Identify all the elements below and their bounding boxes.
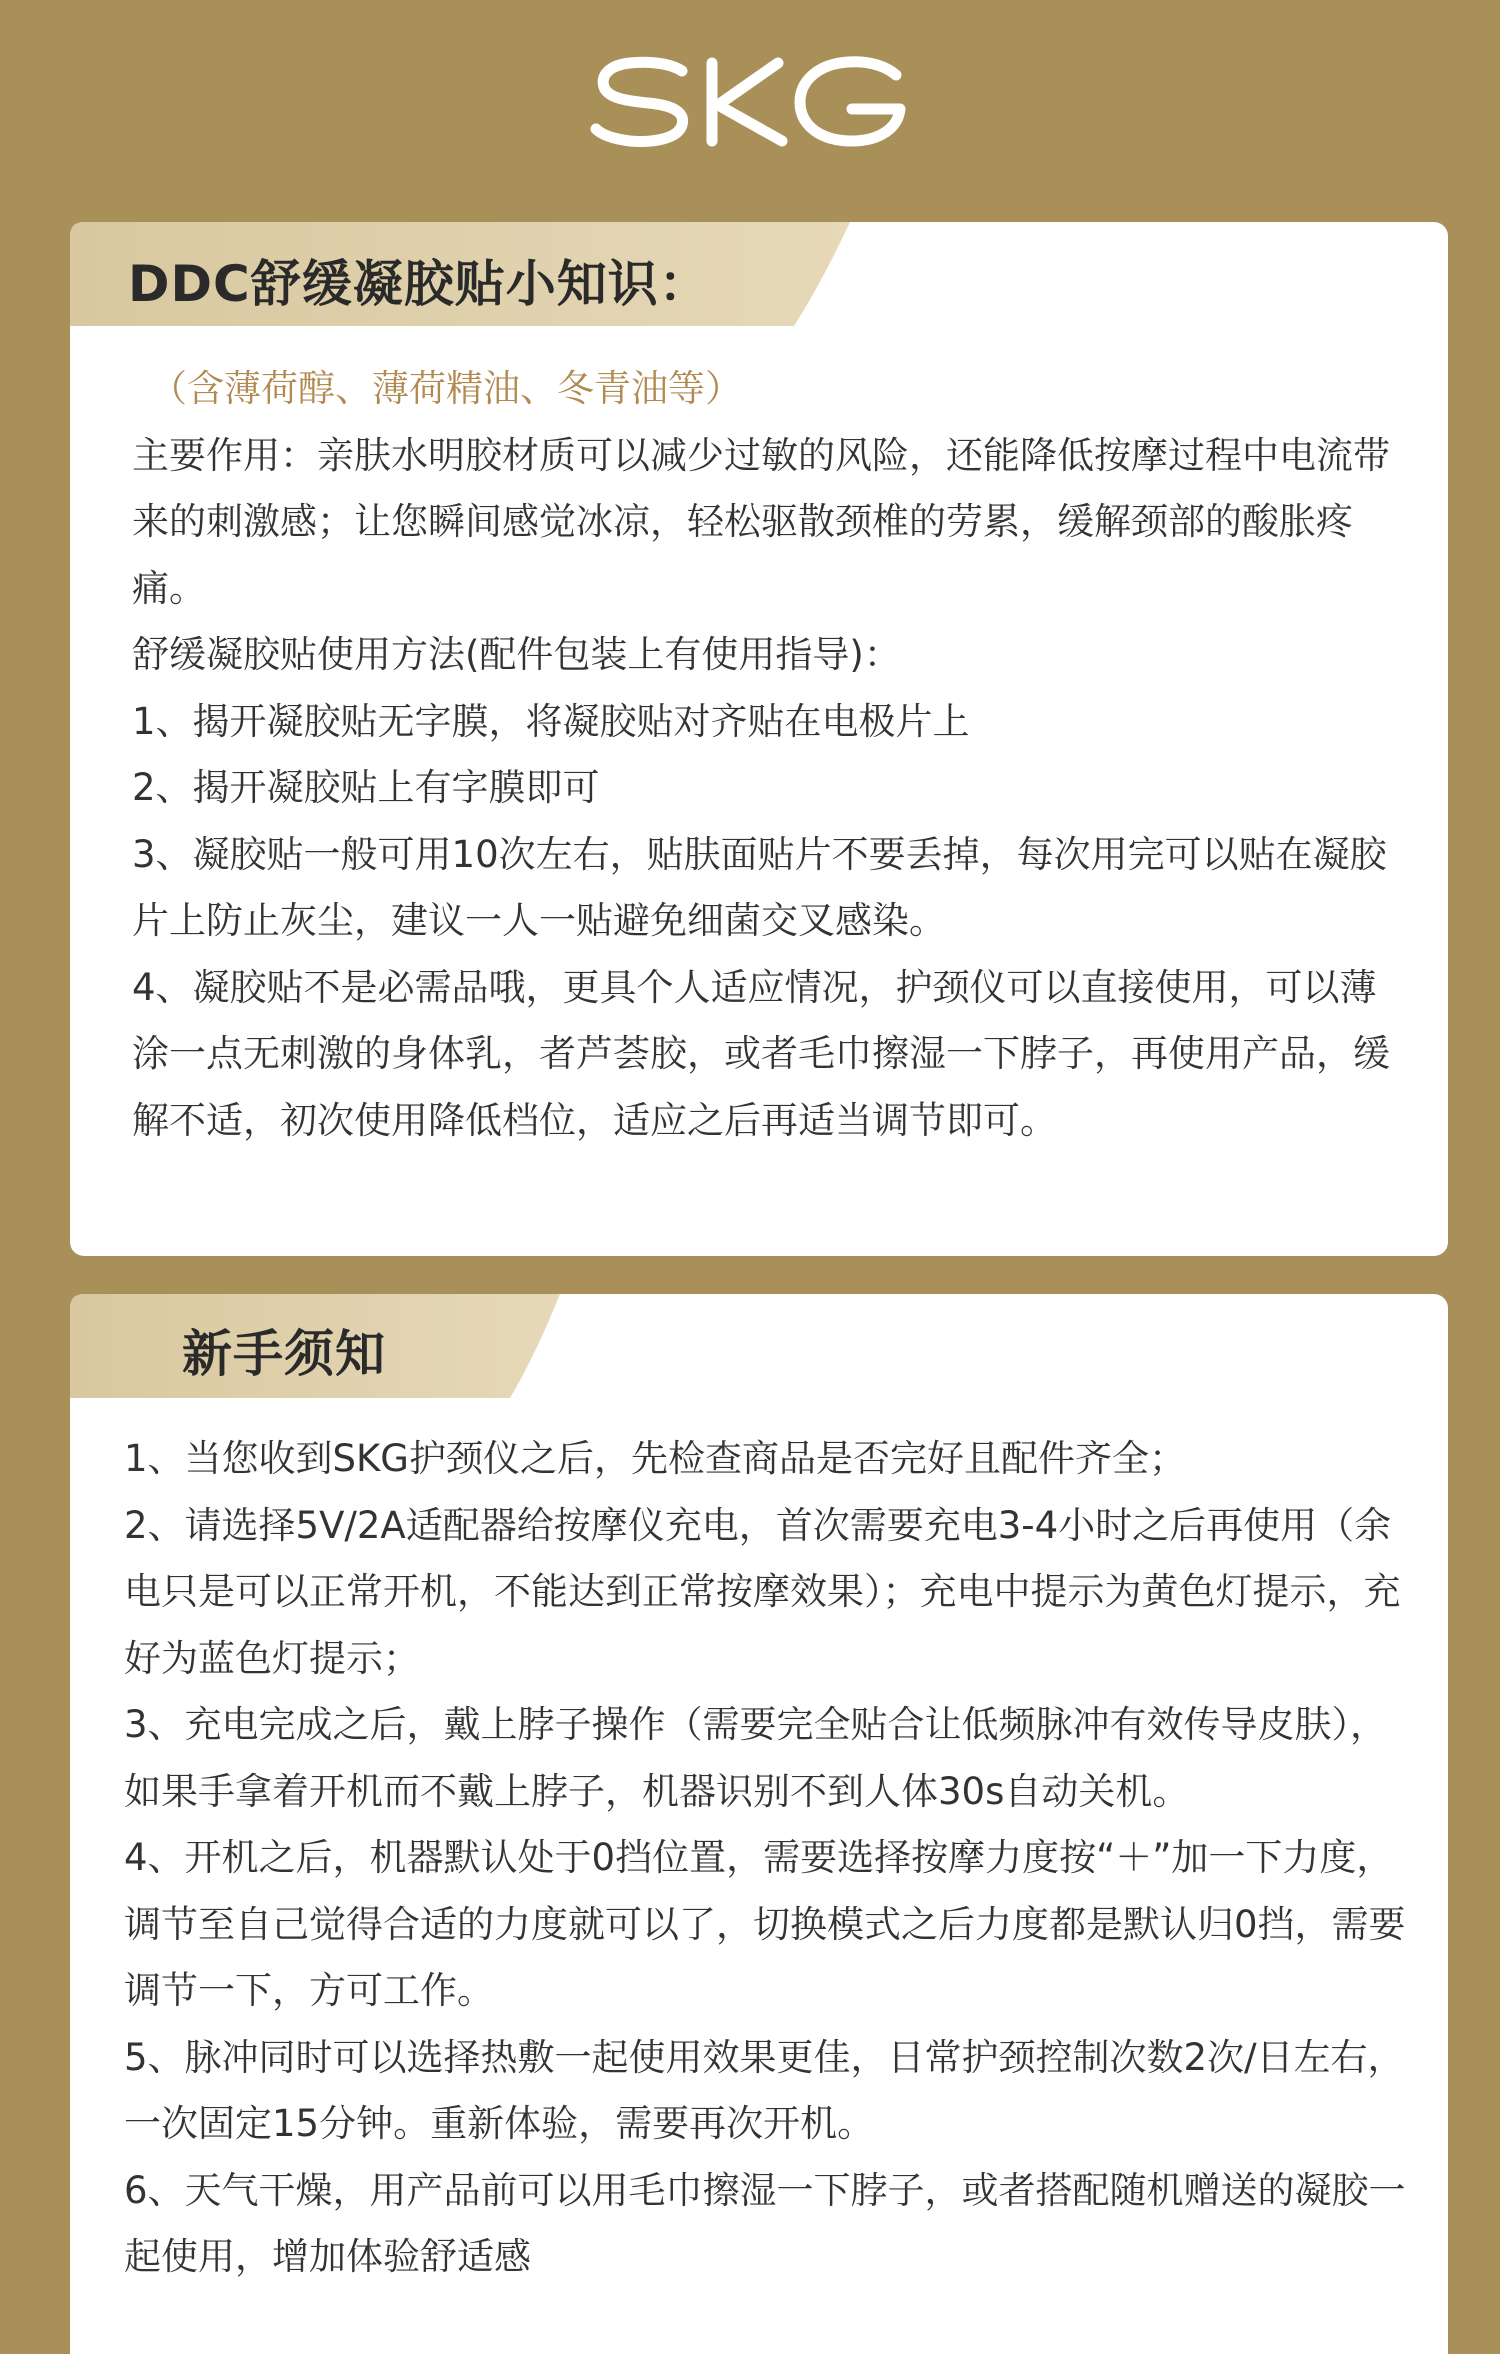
paragraph: 2、请选择5V/2A适配器给按摩仪充电，首次需要充电3-4小时之后再使用（余电只是可以正常开机，不能达到正常按摩效果）；充电中提示为黄色灯提示，充好为蓝色灯提示； (124, 1503, 1401, 1680)
section-header (70, 1294, 570, 1398)
paragraph: 5、脉冲同时可以选择热敷一起使用效果更佳，日常护颈控制次数2次/日左右，一次固定15分钟。重新体验，需要再次开机。 (124, 2035, 1405, 2145)
section-title: 新手须知 (182, 1325, 386, 1383)
paragraph: 4、开机之后，机器默认处于0挡位置，需要选择按摩力度按“＋”加一下力度，调节至自己觉得合适的力度就可以了，切换模式之后力度都是默认归0挡，需要调节一下，方可工作。 (124, 1836, 1406, 2012)
paragraph: 3、凝胶贴一般可用10次左右，贴肤面贴片不要丢掉，每次用完可以贴在凝胶片上防止灰尘，建议一人一贴避免细菌交叉感染。 (132, 832, 1387, 942)
paragraph: 舒缓凝胶贴使用方法(配件包装上有使用指导)： (132, 633, 901, 676)
paragraph: 1、揭开凝胶贴无字膜，将凝胶贴对齐贴在电极片上 (132, 699, 970, 743)
beginner-notes-card (70, 1294, 1448, 2354)
ingredients-subtitle: （含薄荷醇、薄荷精油、冬青油等） (150, 367, 742, 410)
paragraph: 6、天气干燥，用产品前可以用毛巾擦湿一下脖子，或者搭配随机赠送的凝胶一起使用，增加体验舒适感 (124, 2168, 1406, 2278)
section-body (124, 1426, 1414, 2291)
section-body (132, 356, 1412, 1154)
paragraph: 2、揭开凝胶贴上有字膜即可 (132, 766, 600, 809)
logo-text (750, 147, 751, 148)
paragraph: 3、充电完成之后，戴上脖子操作（需要完全贴合让低频脉冲有效传导皮肤），如果手拿着开机而不戴上脖子，机器识别不到人体30s自动关机。 (124, 1703, 1388, 1813)
gel-patch-info-card (70, 222, 1448, 1256)
paragraph: 主要作用：亲肤水明胶材质可以减少过敏的风险，还能降低按摩过程中电流带来的刺激感；让您瞬间感觉冰凉，轻松驱散颈椎的劳累，缓解颈部的酸胀疼痛。 (132, 433, 1390, 610)
skg-logo-icon (590, 55, 910, 147)
section-title: DDC舒缓凝胶贴小知识： (128, 255, 710, 313)
section-header (70, 222, 850, 326)
paragraph: 4、凝胶贴不是必需品哦，更具个人适应情况，护颈仪可以直接使用，可以薄涂一点无刺激的身体乳，者芦荟胶，或者毛巾擦湿一下脖子，再使用产品，缓解不适，初次使用降低档位，适应之后再适当调节即可。 (132, 965, 1390, 1142)
paragraph: 1、当您收到SKG护颈仪之后，先检查商品是否完好且配件齐全； (124, 1437, 1186, 1480)
brand-logo (0, 55, 1500, 175)
